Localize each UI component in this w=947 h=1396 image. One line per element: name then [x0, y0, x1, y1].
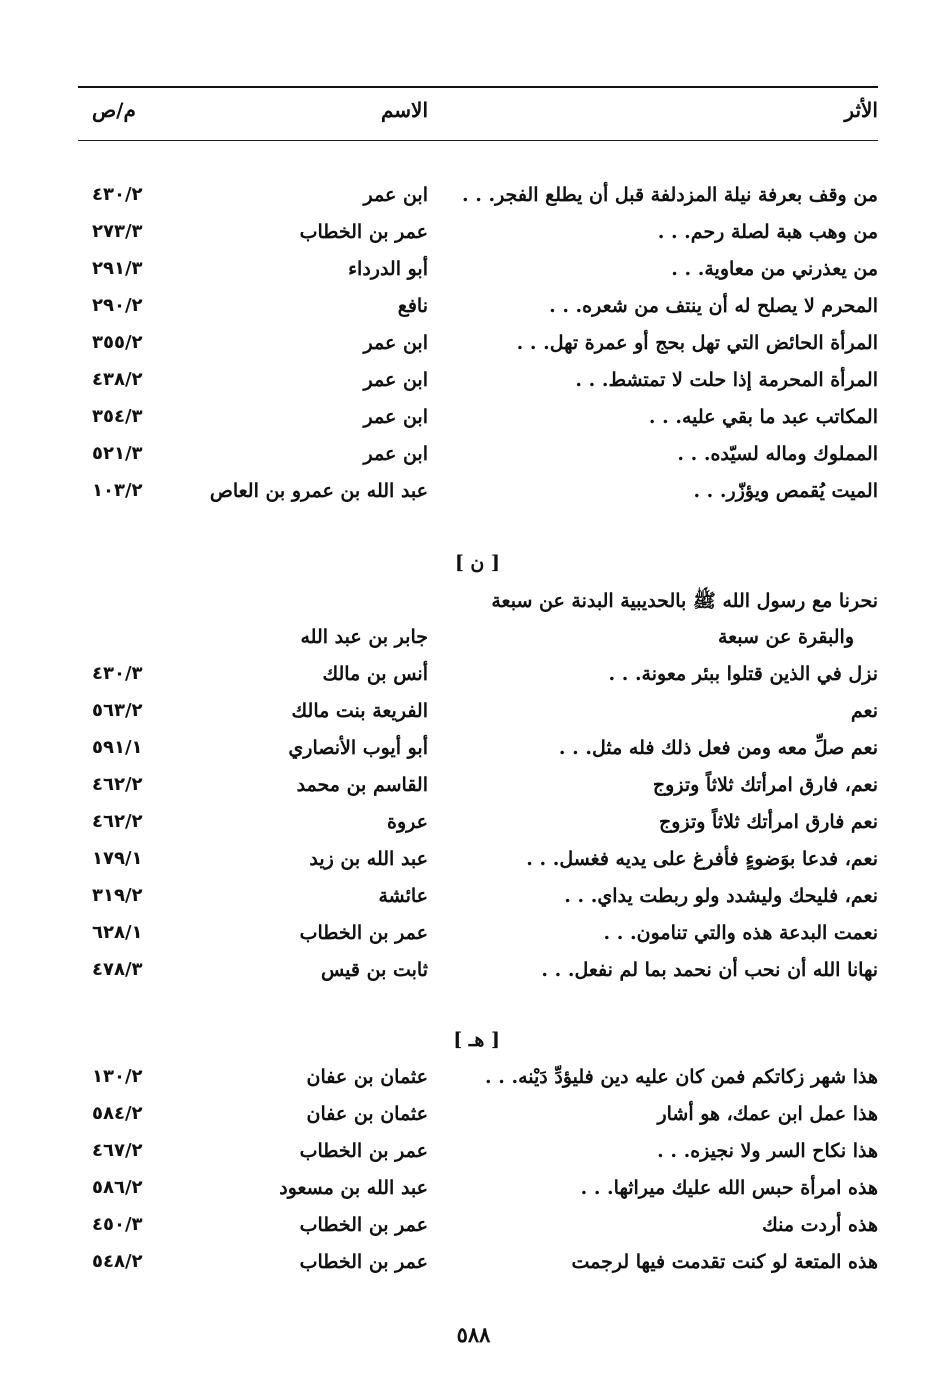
narrator-name: عبد الله بن عمرو بن العاص [209, 480, 428, 502]
athar-text: المكاتب عبد ما بقي عليه. . . [648, 406, 878, 428]
athar-text: من وقف بعرفة نيلة المزدلفة قبل أن يطلع الفجر. . . [462, 184, 878, 206]
narrator-name: القاسم بن محمد [296, 774, 428, 796]
page-ref: ١٣٠/٢ [92, 1066, 143, 1087]
narrator-name: عمر بن الخطاب [299, 221, 428, 243]
table-row [78, 915, 878, 952]
page-ref: ٦٢٨/١ [92, 922, 143, 943]
narrator-name: ابن عمر [363, 406, 428, 428]
page-ref: ٤٦٢/٢ [92, 811, 143, 832]
narrator-name: الفريعة بنت مالك [291, 700, 428, 722]
narrator-name: ابن عمر [363, 184, 428, 206]
narrator-name: عثمان بن عفان [306, 1103, 428, 1125]
page-ref: ٣٥٤/٣ [92, 406, 143, 427]
table-row [78, 952, 878, 989]
page-ref: ٥٩١/١ [92, 737, 143, 758]
page-ref: ٥٦٣/٢ [92, 700, 143, 721]
athar-text: المرأة المحرمة إذا حلت لا تمتشط. . . [575, 369, 878, 391]
athar-text: هذه المتعة لو كنت تقدمت فيها لرجمت [571, 1251, 878, 1273]
narrator-name: أنس بن مالك [322, 663, 428, 685]
athar-text-continued: والبقرة عن سبعة [717, 626, 854, 648]
narrator-name: ابن عمر [363, 369, 428, 391]
letter-heading-text: [ ن ] [454, 552, 500, 574]
table-row [78, 1244, 878, 1281]
table-row [78, 399, 878, 436]
table-row [78, 767, 878, 804]
index-page [78, 86, 878, 1281]
athar-text: نعم فارق امرأتك ثلاثاً وتزوج [659, 811, 878, 833]
table-row [78, 436, 878, 473]
athar-text: هذه أردت منك [762, 1214, 878, 1236]
narrator-name: عائشة [378, 885, 428, 907]
page-ref: ٢٧٣/٣ [92, 221, 143, 242]
athar-text: نعم، فدعا بوَضوءٍ فأفرغ على يديه فغسل. . . [526, 848, 878, 870]
table-row [78, 362, 878, 399]
narrator-name: عمر بن الخطاب [299, 1214, 428, 1236]
narrator-name: ثابت بن قيس [320, 959, 428, 981]
narrator-name: عثمان بن عفان [306, 1066, 428, 1088]
page-ref: ٥٨٤/٢ [92, 1103, 143, 1124]
table-row [78, 1170, 878, 1207]
page-ref: ٤٦٢/٢ [92, 774, 143, 795]
page-ref: ١٧٩/١ [92, 848, 143, 869]
section-meem [78, 177, 878, 510]
table-row [78, 214, 878, 251]
section-noon [78, 546, 878, 989]
athar-text: هذا نكاح السر ولا نجيزه. . . [657, 1140, 878, 1162]
narrator-name: ابن عمر [363, 332, 428, 354]
table-row [78, 1133, 878, 1170]
page-ref: ٤٧٨/٣ [92, 959, 143, 980]
narrator-name: عبد الله بن مسعود [279, 1177, 428, 1199]
table-row [78, 251, 878, 288]
table-row [78, 1207, 878, 1244]
header-name: الاسم [380, 98, 428, 122]
table-row [78, 582, 878, 619]
athar-text: هذه امرأة حبس الله عليك ميراثها. . . [580, 1177, 878, 1199]
athar-text: المحرم لا يصلح له أن ينتف من شعره. . . [549, 295, 878, 317]
page-ref: ٢٩١/٣ [92, 258, 143, 279]
page-ref: ٣٥٥/٢ [92, 332, 143, 353]
header-athar: الأثر [844, 98, 878, 122]
table-row [78, 1096, 878, 1133]
table-row [78, 1059, 878, 1096]
table-row [78, 841, 878, 878]
narrator-name: أبو أيوب الأنصاري [288, 737, 428, 759]
page-ref: ١٠٣/٢ [92, 480, 143, 501]
athar-text: هذا شهر زكاتكم فمن كان عليه دين فليؤدِّ دَيْنه. . . [485, 1066, 878, 1088]
athar-text: نعمت البدعة هذه والتي تنامون. . . [603, 922, 878, 944]
athar-text: نعم صلِّ معه ومن فعل ذلك فله مثل. . . [558, 737, 878, 759]
athar-text: من وهب هبة لصلة رحم. . . [657, 221, 878, 243]
page-ref: ٥٨٦/٢ [92, 1177, 143, 1198]
table-row [78, 693, 878, 730]
narrator-name: أبو الدرداء [348, 258, 428, 280]
table-row [78, 730, 878, 767]
narrator-name: ابن عمر [363, 443, 428, 465]
page-ref: ٥٤٨/٢ [92, 1251, 143, 1272]
page-ref: ٣١٩/٢ [92, 885, 143, 906]
table-row [78, 656, 878, 693]
athar-text: الميت يُقمص ويؤزّر. . . [693, 480, 878, 502]
page-number: ٥٨٨ [456, 1322, 491, 1347]
athar-text: من يعذرني من معاوية. . . [671, 258, 878, 280]
letter-heading-text: [ هـ ] [453, 1029, 500, 1051]
athar-text: نعم، فارق امرأتك ثلاثاً وتزوج [652, 774, 878, 796]
athar-text: المملوك وماله لسيّده. . . [677, 443, 878, 465]
athar-text: نهانا الله أن نحب أن نحمد بما لم نفعل. . . [541, 959, 878, 981]
narrator-name: عروة [387, 811, 428, 833]
table-row [78, 619, 878, 656]
athar-text: المرأة الحائض التي تهل بحج أو عمرة تهل. . . [516, 332, 878, 354]
page-ref: ٢٩٠/٢ [92, 295, 143, 316]
letter-heading-ha [78, 1023, 878, 1059]
narrator-name: جابر بن عبد الله [300, 626, 428, 648]
page-ref: ٤٥٠/٣ [92, 1214, 143, 1235]
athar-text: نحرنا مع رسول الله ﷺ بالحديبية البدنة عن سبعة [491, 590, 878, 612]
table-row [78, 325, 878, 362]
narrator-name: عمر بن الخطاب [299, 922, 428, 944]
page-ref: ٤٣٨/٢ [92, 369, 143, 390]
narrator-name: نافع [397, 295, 428, 317]
table-row [78, 804, 878, 841]
header-ref: م/ص [92, 98, 136, 122]
athar-text: نعم، فليحك وليشدد ولو ربطت يداي. . . [564, 885, 878, 907]
table-row [78, 473, 878, 510]
page-ref: ٤٣٠/٢ [92, 184, 143, 205]
narrator-name: عمر بن الخطاب [299, 1251, 428, 1273]
athar-text: هذا عمل ابن عمك، هو أشار [657, 1103, 878, 1125]
letter-heading-noon [78, 546, 878, 582]
athar-text: نعم [850, 700, 878, 722]
narrator-name: عبد الله بن زيد [309, 848, 428, 870]
page-ref: ٤٣٠/٣ [92, 663, 143, 684]
page-ref: ٥٢١/٣ [92, 443, 143, 464]
table-row [78, 878, 878, 915]
narrator-name: عمر بن الخطاب [299, 1140, 428, 1162]
section-ha [78, 1023, 878, 1281]
table-header [78, 88, 878, 140]
page-ref: ٤٦٧/٢ [92, 1140, 143, 1161]
table-row [78, 288, 878, 325]
athar-text: نزل في الذين قتلوا ببئر معونة. . . [608, 663, 878, 685]
table-row [78, 177, 878, 214]
